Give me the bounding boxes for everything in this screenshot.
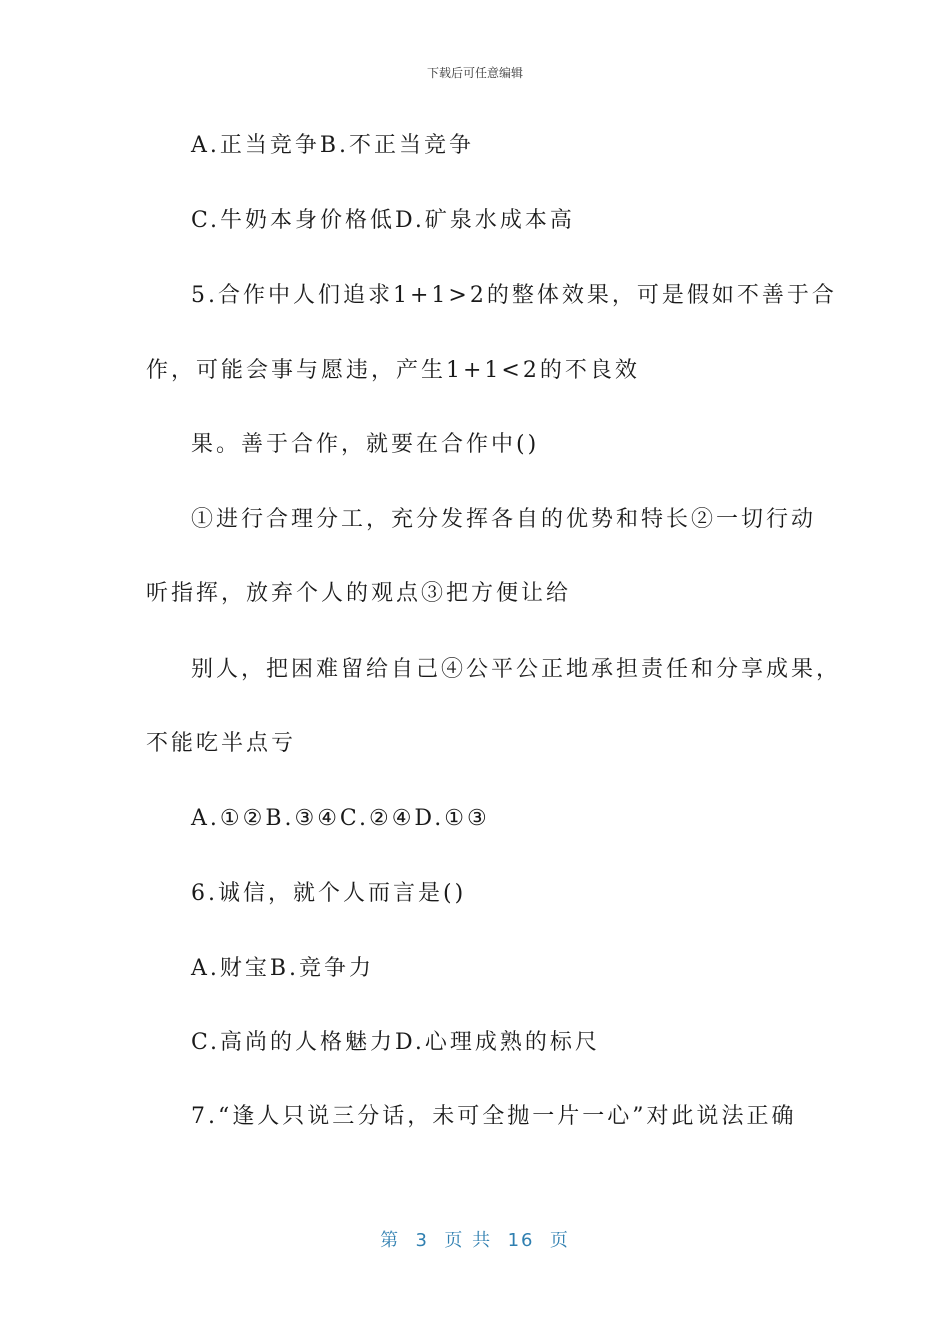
question-5-statements-line-2: 听指挥，放弃个人的观点③把方便让给 <box>146 581 572 606</box>
question-6: 6.诚信，就个人而言是() <box>191 881 467 906</box>
question-5-line-1: 5.合作中人们追求1+1>2的整体效果，可是假如不善于合 <box>191 283 837 308</box>
option-line-q5: A.①②B.③④C.②④D.①③ <box>191 806 490 831</box>
question-5-line-2: 作，可能会事与愿违，产生1+1<2的不良效 <box>146 358 640 383</box>
option-line-q4-ab: A.正当竞争B.不正当竞争 <box>191 133 475 158</box>
option-line-q6-cd: C.高尚的人格魅力D.心理成熟的标尺 <box>191 1030 600 1055</box>
question-7-line-1: 7.“逢人只说三分话，未可全抛一片一心”对此说法正确 <box>191 1104 797 1129</box>
question-5-statements-line-1: ①进行合理分工，充分发挥各自的优势和特长②一切行动 <box>191 507 817 532</box>
option-line-q6-ab: A.财宝B.竞争力 <box>191 956 375 981</box>
page-number: 第 3 页 共 16 页 <box>380 1230 570 1251</box>
header-note: 下载后可任意编辑 <box>426 66 523 80</box>
question-5-statements-line-4: 不能吃半点亏 <box>146 731 297 756</box>
question-5-line-3: 果。善于合作，就要在合作中() <box>191 432 540 457</box>
option-line-q4-cd: C.牛奶本身价格低D.矿泉水成本高 <box>191 208 575 233</box>
question-5-statements-line-3: 别人，把困难留给自己④公平公正地承担责任和分享成果， <box>191 657 842 682</box>
